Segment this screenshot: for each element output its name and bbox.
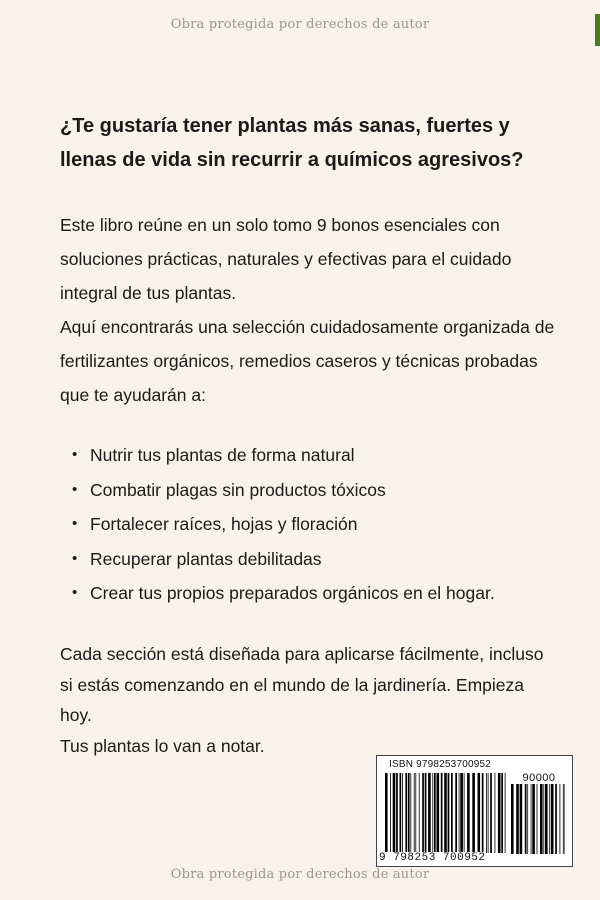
- benefits-list: [60, 438, 560, 611]
- list-item: • Nutrir tus plantas de forma natural: [60, 438, 560, 473]
- spine-color-strip: [595, 14, 600, 46]
- isbn-barcode: [376, 755, 573, 867]
- barcode-addon-bars-icon: [511, 784, 565, 854]
- closing-paragraph: [60, 639, 560, 761]
- description-paragraph-1: Este libro reúne en un solo tomo 9 bonos esenciales con soluciones prácticas, naturales y efectivas para el cuidado integral de tus plantas.: [60, 215, 512, 303]
- closing-line-2: Tus plantas lo van a notar.: [60, 735, 265, 756]
- list-item: • Crear tus propios preparados orgánicos en el hogar.: [60, 576, 560, 611]
- headline: ¿Te gustaría tener plantas más sanas, fuertes y llenas de vida sin recurrir a químicos agresivos?: [60, 115, 524, 171]
- list-item: • Fortalecer raíces, hojas y floración: [60, 507, 560, 542]
- list-item: • Recuperar plantas debilitadas: [60, 542, 560, 577]
- watermark-top: Obra protegida por derechos de autor: [170, 17, 430, 32]
- isbn-label: ISBN 9798253700952: [389, 759, 492, 770]
- barcode-addon-number: 90000: [522, 772, 556, 784]
- watermark-bottom: Obra protegida por derechos de autor: [170, 867, 430, 882]
- list-item: • Combatir plagas sin productos tóxicos: [60, 473, 560, 508]
- barcode-digits: 9 798253 700952: [379, 852, 486, 864]
- barcode-bars-icon: [385, 773, 507, 853]
- description-paragraph-2: Aquí encontrarás una selección cuidadosamente organizada de fertilizantes orgánicos, remedios caseros y técnicas probadas que te ayudarán a:: [60, 317, 555, 405]
- closing-line-1: Cada sección está diseñada para aplicarse fácilmente, incluso si estás comenzando en el mundo de la jardinería. Empieza hoy.: [60, 644, 544, 725]
